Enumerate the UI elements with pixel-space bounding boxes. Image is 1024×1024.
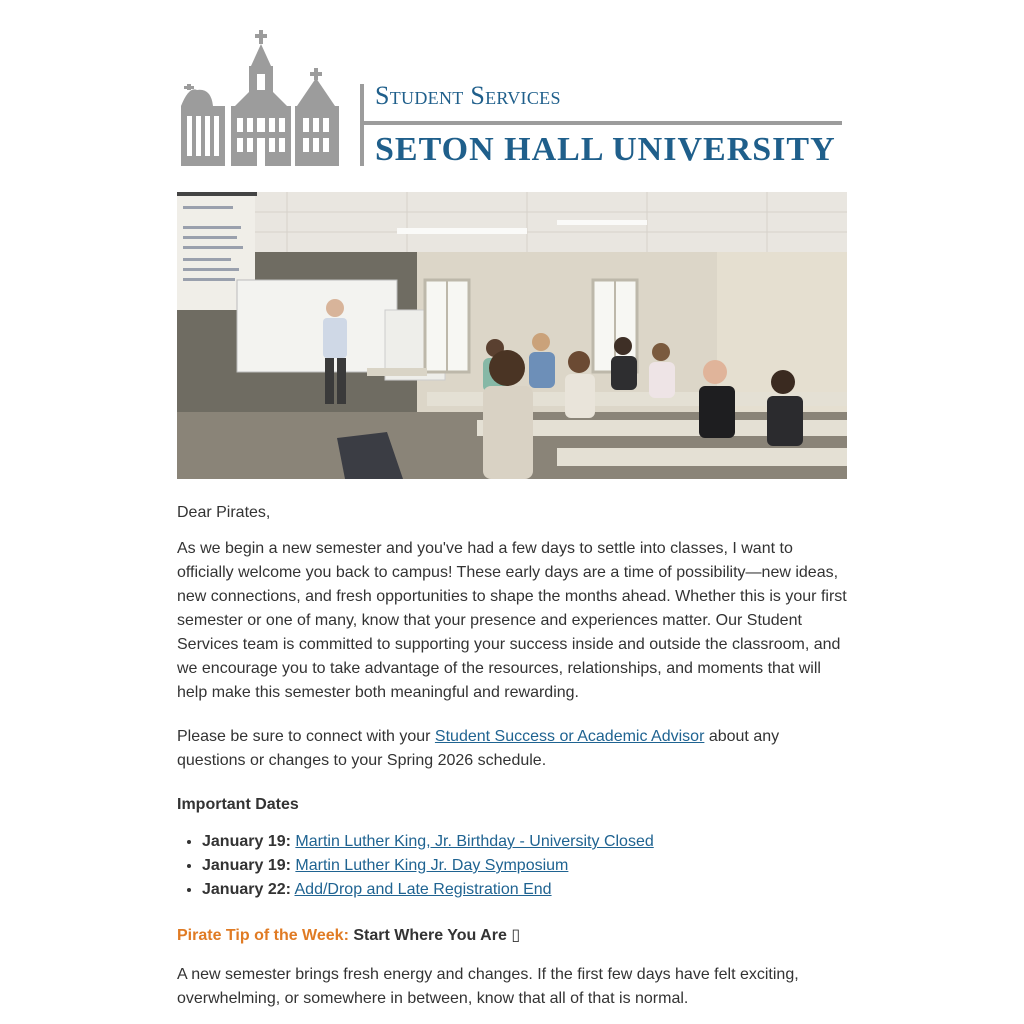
- advisor-text-before: Please be sure to connect with your: [177, 728, 435, 745]
- pirate-tip-label: Pirate Tip of the Week:: [177, 927, 349, 944]
- pirate-tip-glyph: ▯: [511, 927, 521, 944]
- pirate-tip-text: A new semester brings fresh energy and changes. If the first few days have felt exciting, overwhelming, or somewhere in between, know that all of that is normal.: [177, 966, 799, 1007]
- greeting: Dear Pirates,: [177, 504, 271, 521]
- advisor-paragraph: [177, 725, 849, 773]
- date-label: January 22:: [202, 881, 291, 898]
- advisor-link[interactable]: Student Success or Academic Advisor: [434, 728, 705, 745]
- seton-hall-logo: [177, 26, 847, 176]
- date-link-mlk-closed[interactable]: Martin Luther King, Jr. Birthday - University Closed: [295, 833, 654, 850]
- logo-subtitle: Student Services: [375, 81, 561, 110]
- date-link-add-drop[interactable]: Add/Drop and Late Registration End: [294, 881, 552, 898]
- pirate-tip-heading: [177, 924, 849, 948]
- important-dates-list: [177, 830, 849, 902]
- date-label: January 19:: [202, 857, 291, 874]
- date-item: [202, 830, 849, 854]
- logo-divider-vertical: [360, 84, 364, 166]
- advisor-text-after: about any questions or changes to your Spring 2026 schedule.: [177, 728, 780, 769]
- date-item: [202, 854, 849, 878]
- important-dates-heading: Important Dates: [177, 796, 299, 813]
- date-link-mlk-symposium[interactable]: Martin Luther King Jr. Day Symposium: [295, 857, 569, 874]
- logo-title: SETON HALL UNIVERSITY: [375, 131, 836, 168]
- university-building-icon: [177, 26, 357, 176]
- logo-divider-horizontal: [360, 121, 842, 125]
- classroom-photo: [177, 192, 847, 479]
- pirate-tip-title: Start Where You Are: [353, 927, 507, 944]
- date-label: January 19:: [202, 833, 291, 850]
- intro-paragraph: As we begin a new semester and you've had a few days to settle into classes, I want to officially welcome you back to campus! These early days are a time of possibility—new ideas, new connections, and fresh opportunities to shape the months ahead. Whether this is your first semester or one of many, know that your presence and experiences matter. Our Student Services team is committed to supporting your success inside and outside the classroom, and we encourage you to take advantage of the resources, relationships, and moments that will help make this semester both meaningful and rewarding.: [177, 540, 847, 701]
- date-item: [202, 878, 849, 902]
